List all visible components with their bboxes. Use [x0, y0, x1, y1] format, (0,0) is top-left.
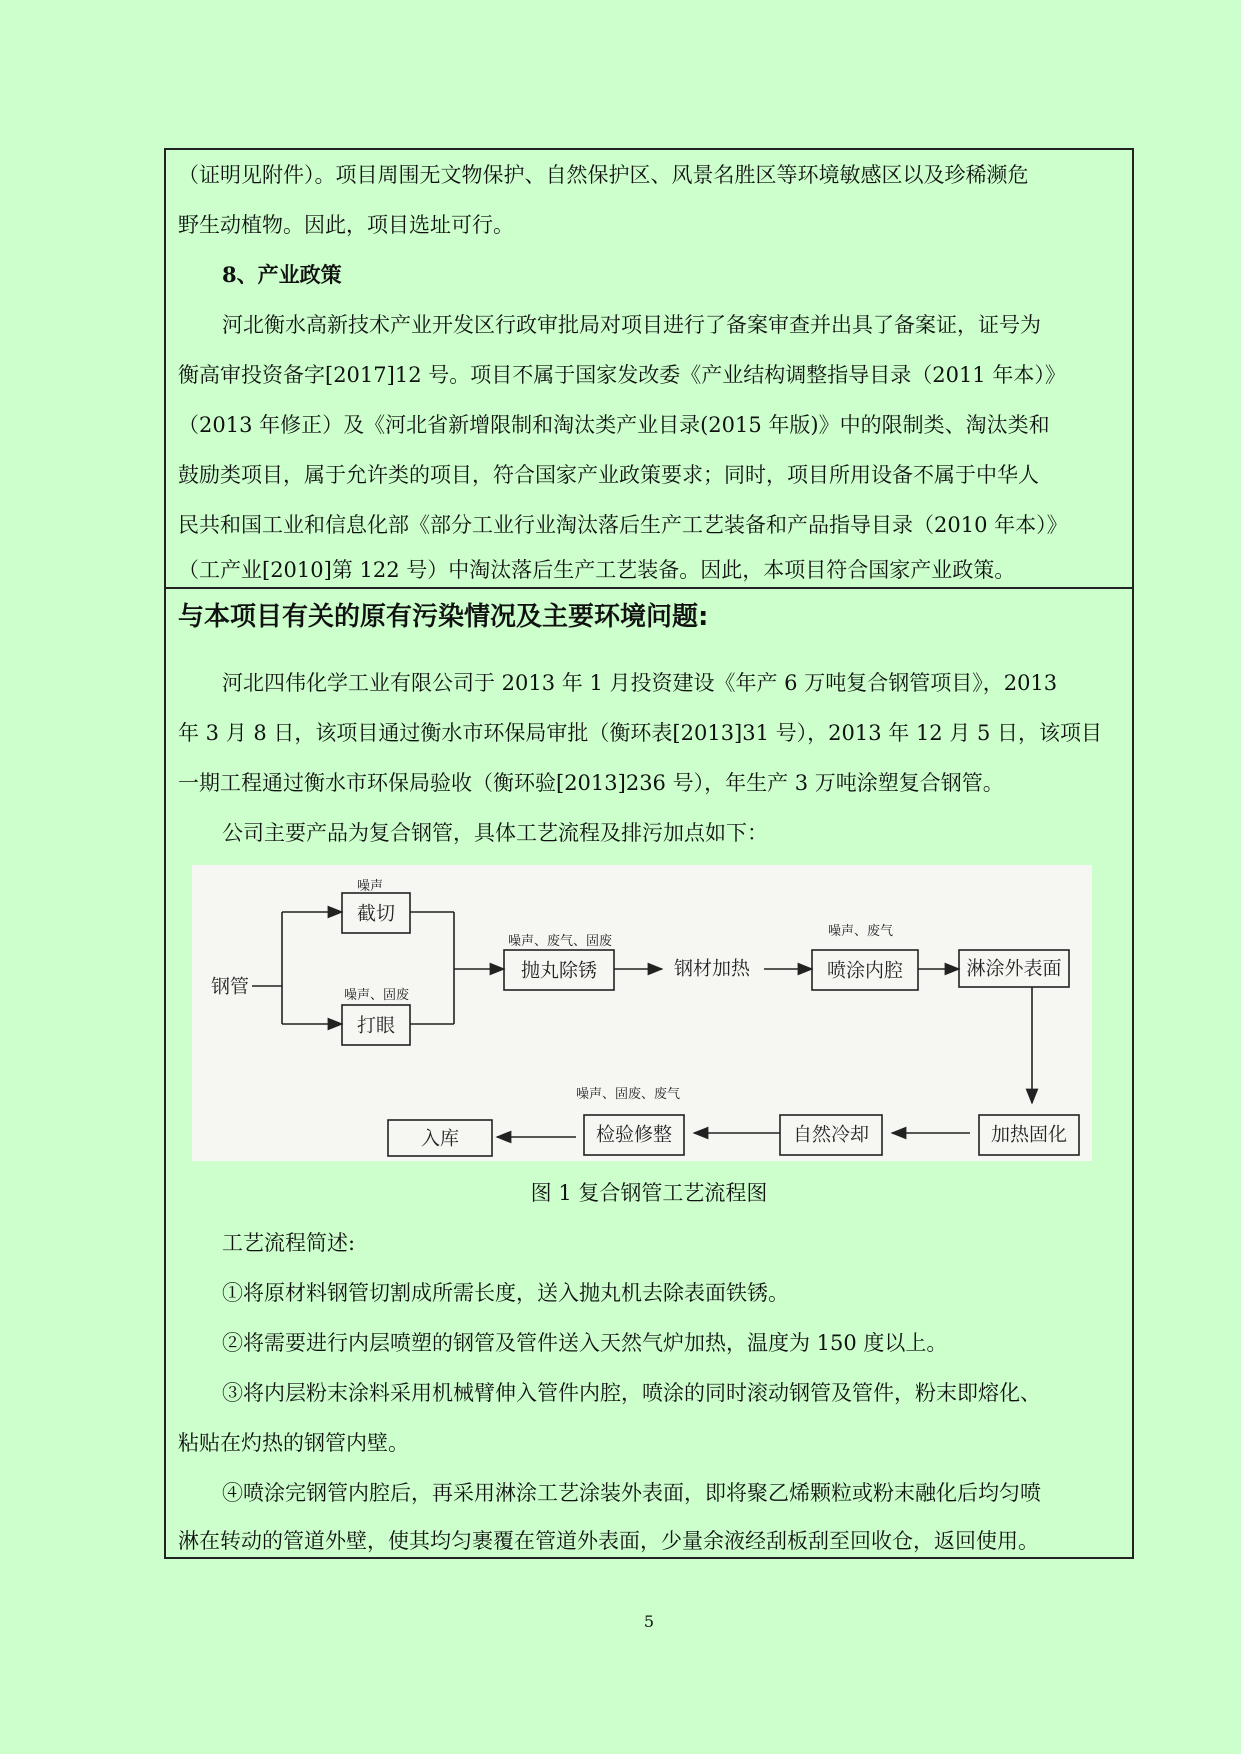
cut-note: 噪声: [357, 879, 384, 894]
paragraph-line: 河北四伟化学工业有限公司于 2013 年 1 月投资建设《年产 6 万吨复合钢管项目》，2013: [222, 671, 1058, 695]
figure-caption: 图 1 复合钢管工艺流程图: [530, 1181, 768, 1205]
inspect-note: 噪声、固废、废气: [576, 1087, 681, 1102]
drill-label: 打眼: [356, 1014, 396, 1037]
paragraph-line: 野生动植物。因此，项目选址可行。: [178, 213, 514, 237]
cut-label: 截切: [356, 902, 396, 925]
paragraph-line: 一期工程通过衡水市环保局验收（衡环验[2013]236 号），年生产 3 万吨涂塑复合钢管。: [178, 771, 1004, 795]
blast-note: 噪声、废气、固废: [508, 934, 613, 949]
spray-note: 噪声、废气: [828, 924, 894, 939]
drill-note: 噪声、固废: [344, 988, 410, 1003]
step-line: ①将原材料钢管切割成所需长度，送入抛丸机去除表面铁锈。: [222, 1281, 789, 1305]
step-line: 淋在转动的管道外壁，使其均匀裹覆在管道外表面，少量余液经刮板刮至回收仓，返回使用。: [178, 1529, 1039, 1553]
step-line: ④喷涂完钢管内腔后，再采用淋涂工艺涂装外表面，即将聚乙烯颗粒或粉末融化后均匀喷: [222, 1481, 1041, 1505]
coat-label: 淋涂外表面: [966, 957, 1062, 980]
paragraph-line: 年 3 月 8 日，该项目通过衡水市环保局审批（衡环表[2013]31 号），2013 年 12 月 5 日，该项目: [178, 721, 1103, 745]
heat-label: 钢材加热: [673, 957, 751, 980]
process-flow-diagram: [192, 865, 1092, 1161]
paragraph-line: （证明见附件）。项目周围无文物保护、自然保护区、风景名胜区等环境敏感区以及珍稀濒危: [178, 163, 1029, 187]
paragraph-line: 民共和国工业和信息化部《部分工业行业淘汰落后生产工艺装备和产品指导目录（2010 年本）》: [178, 513, 1068, 537]
inspect-label: 检验修整: [595, 1123, 673, 1146]
step-line: 粘贴在灼热的钢管内壁。: [178, 1431, 409, 1455]
paragraph-line: 河北衡水高新技术产业开发区行政审批局对项目进行了备案审查并出具了备案证，证号为: [222, 313, 1041, 337]
start-label: 钢管: [210, 975, 250, 998]
section-title: 与本项目有关的原有污染情况及主要环境问题:: [178, 602, 709, 632]
paragraph-line: 衡高审投资备字[2017]12 号。项目不属于国家发改委《产业结构调整指导目录（2011 年本）》: [178, 363, 1066, 387]
paragraph-line: 鼓励类项目，属于允许类的项目，符合国家产业政策要求；同时，项目所用设备不属于中华人: [178, 463, 1039, 487]
blast-label: 抛丸除锈: [520, 959, 598, 982]
page-number: 5: [643, 1612, 655, 1631]
section-heading: 8、产业政策: [222, 262, 342, 287]
paragraph-line: （2013 年修正）及《河北省新增限制和淘汰类产业目录(2015 年版)》中的限制类、淘汰类和: [178, 413, 1050, 437]
step-line: ②将需要进行内层喷塑的钢管及管件送入天然气炉加热，温度为 150 度以上。: [222, 1331, 948, 1355]
paragraph-line: 公司主要产品为复合钢管，具体工艺流程及排污加点如下：: [222, 821, 768, 845]
store-label: 入库: [420, 1127, 460, 1150]
spray-label: 喷涂内腔: [826, 959, 904, 982]
paragraph-line: （工产业[2010]第 122 号）中淘汰落后生产工艺装备。因此，本项目符合国家产业政策。: [178, 558, 1016, 582]
paragraph-line: 工艺流程简述:: [222, 1231, 356, 1255]
cool-label: 自然冷却: [792, 1123, 870, 1146]
step-line: ③将内层粉末涂料采用机械臂伸入管件内腔，喷涂的同时滚动钢管及管件，粉末即熔化、: [222, 1381, 1041, 1405]
cure-label: 加热固化: [990, 1123, 1068, 1146]
